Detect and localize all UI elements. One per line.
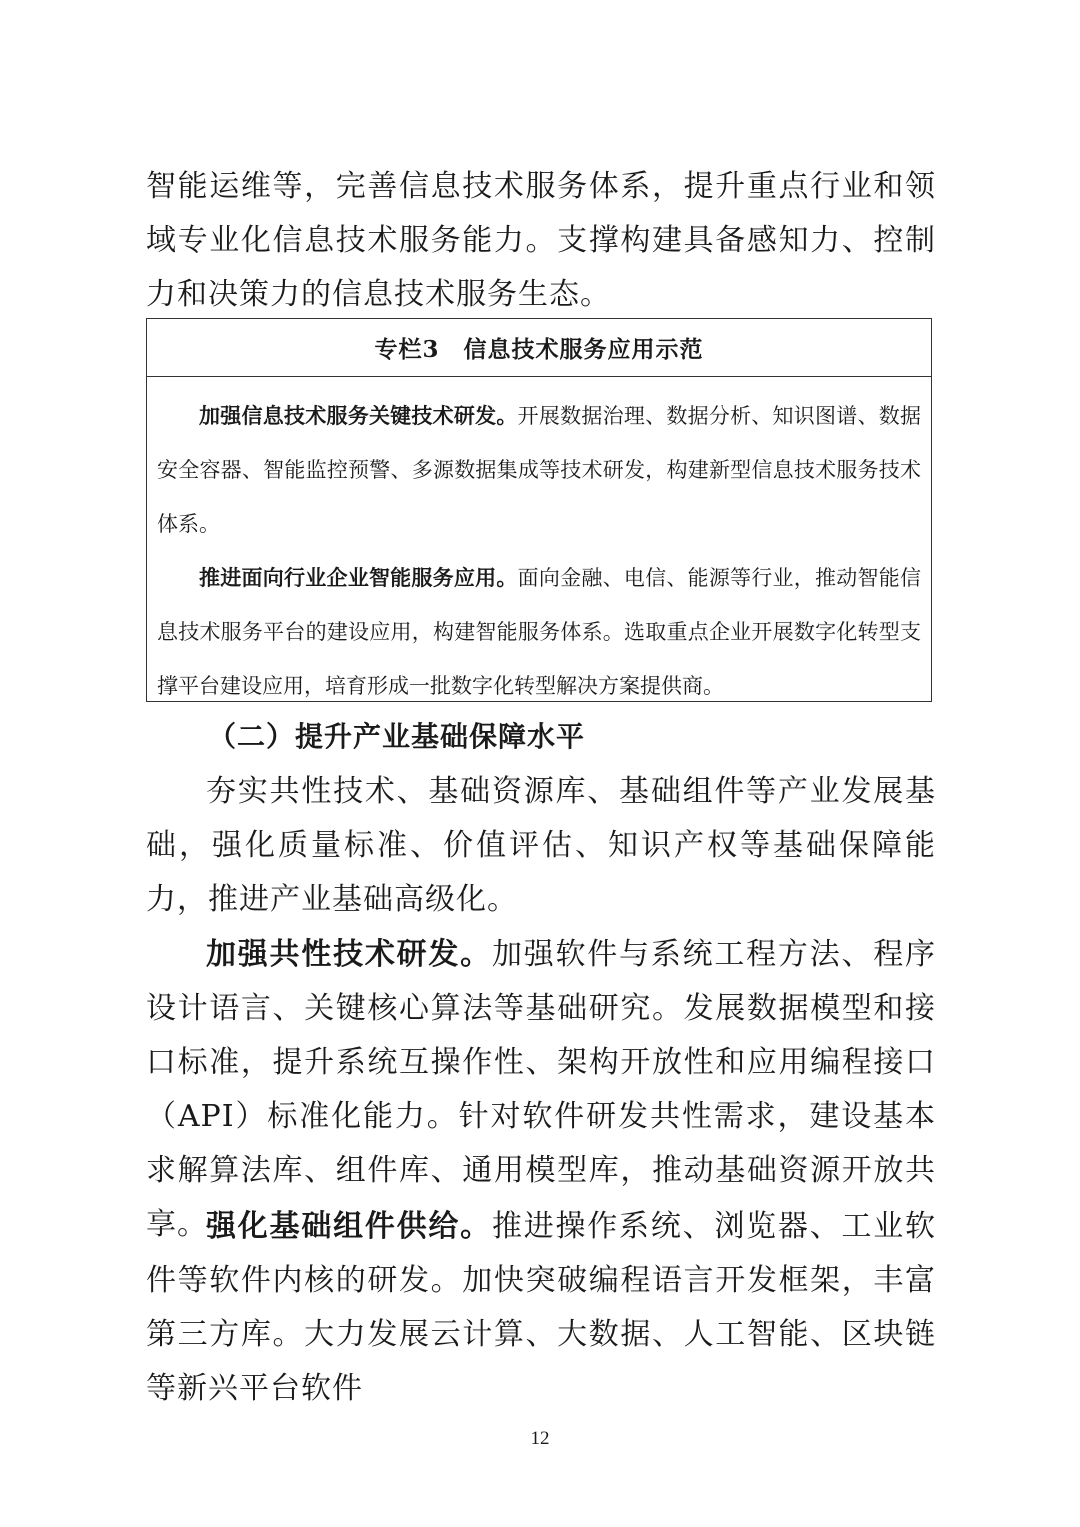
column-item-text: 面向金融、电信、能源等行业，推动智能信息技术服务平台的建设应用，构建智能服务体系。选取重点企业开展数字化转型支撑平台建设应用，培育形成一批数字化转型解决方案提供商。 bbox=[157, 566, 922, 698]
section-paragraph-lead: 加强共性技术研发。 bbox=[206, 937, 492, 972]
column-item-lead: 推进面向行业企业智能服务应用。 bbox=[199, 565, 518, 590]
section-paragraph bbox=[146, 765, 936, 927]
section-heading: （二）提升产业基础保障水平 bbox=[208, 720, 586, 753]
column-item-lead: 加强信息技术服务关键技术研发。 bbox=[199, 403, 518, 428]
intro-paragraph bbox=[146, 160, 936, 322]
column-box-title: 专栏3 信息技术服务应用示范 bbox=[147, 319, 931, 377]
intro-text: 智能运维等，完善信息技术服务体系，提升重点行业和领域专业化信息技术服务能力。支撑构建具备感知力、控制力和决策力的信息技术服务生态。 bbox=[146, 169, 936, 312]
section-paragraph-text: 推进操作系统、浏览器、工业软件等软件内核的研发。加快突破编程语言开发框架，丰富第三方库。大力发展云计算、大数据、人工智能、区块链等新兴平台软件 bbox=[146, 1209, 937, 1406]
column-item bbox=[157, 389, 921, 551]
section-paragraph-text: 加强软件与系统工程方法、程序设计语言、关键核心算法等基础研究。发展数据模型和接口标准，提升系统互操作性、架构开放性和应用编程接口（API）标准化能力。针对软件研发共性需求，建设基本求解算法库、组件库、通用模型库，推动基础资源开放共享。 bbox=[146, 937, 937, 1242]
section-paragraph-text: 夯实共性技术、基础资源库、基础组件等产业发展基础，强化质量标准、价值评估、知识产权等基础保障能力，推进产业基础高级化。 bbox=[146, 774, 936, 917]
column-box-body bbox=[147, 377, 931, 713]
page-number: 12 bbox=[530, 1428, 550, 1449]
section-paragraph-lead: 强化基础组件供给。 bbox=[206, 1209, 492, 1244]
section-paragraph bbox=[146, 1200, 936, 1416]
column-item-text: 开展数据治理、数据分析、知识图谱、数据安全容器、智能监控预警、多源数据集成等技术研发，构建新型信息技术服务技术体系。 bbox=[157, 404, 922, 536]
column-item bbox=[157, 551, 921, 713]
column-box bbox=[146, 318, 932, 702]
